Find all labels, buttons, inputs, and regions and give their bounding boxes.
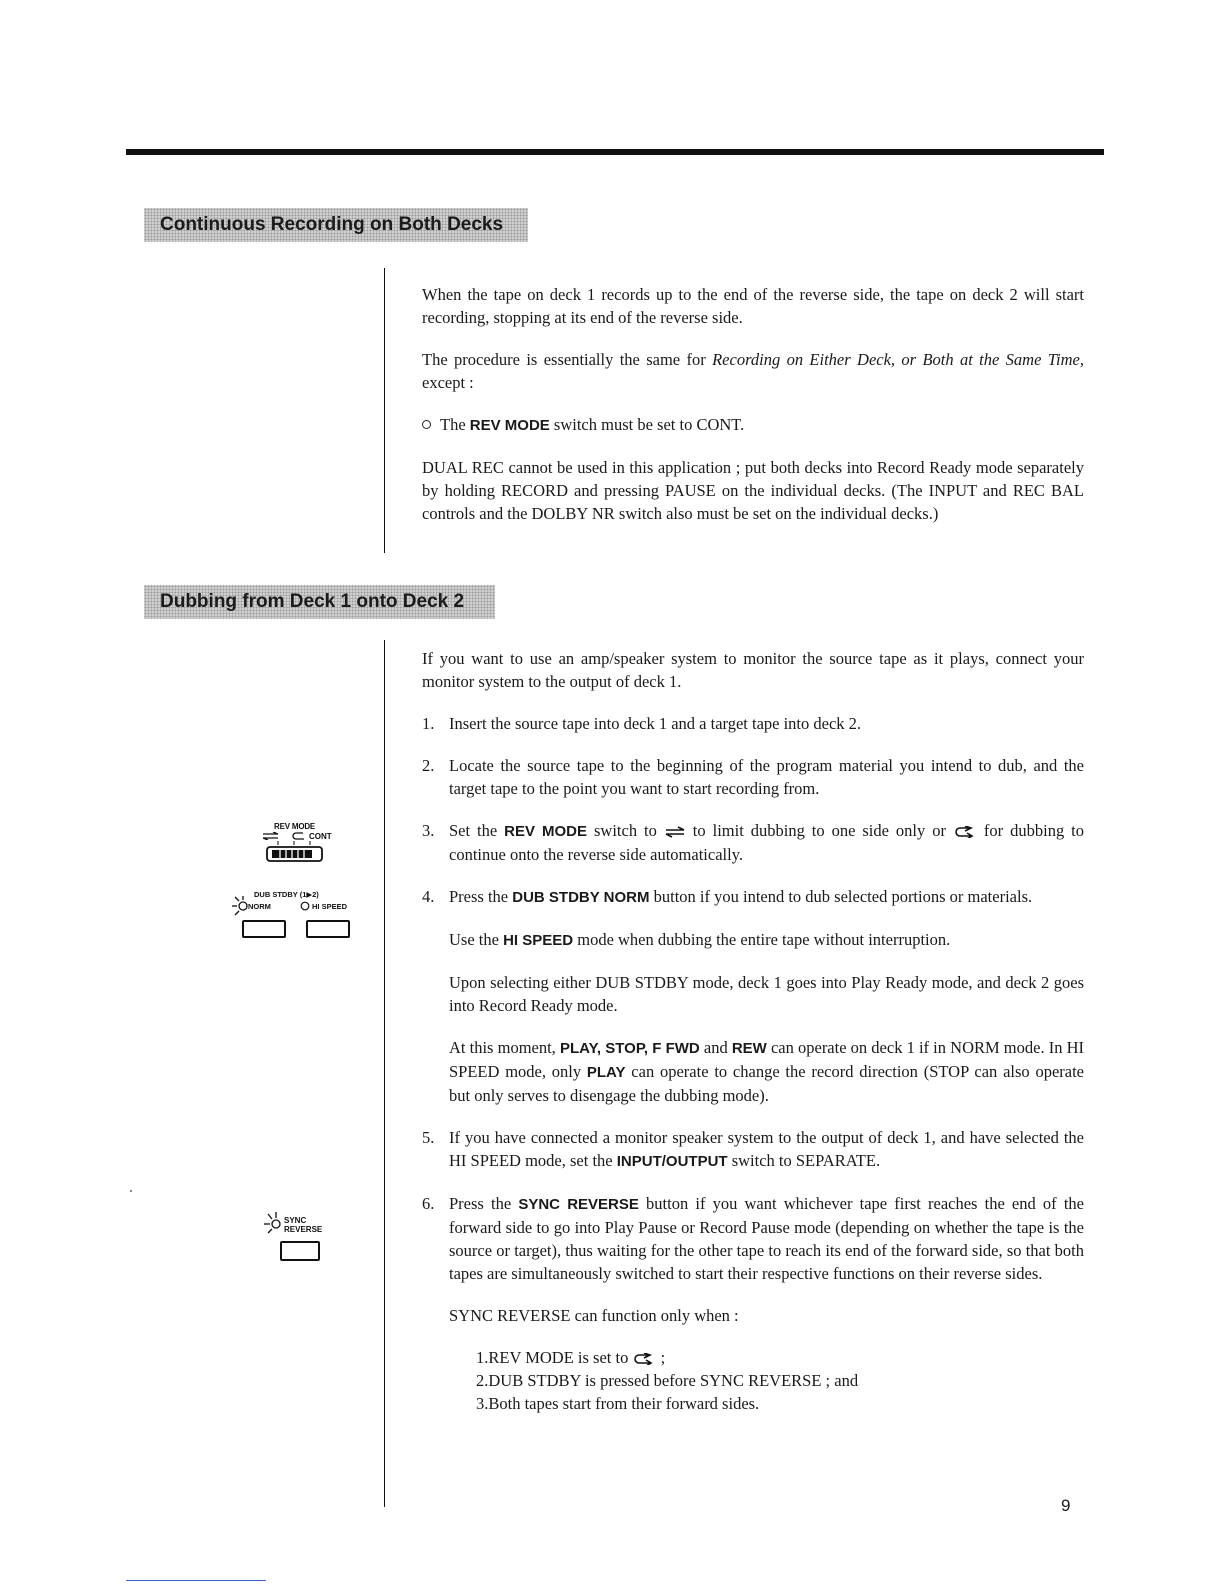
- bullet-item: [422, 413, 1084, 437]
- step-5: [422, 1126, 1084, 1173]
- step-4: [422, 885, 1084, 1107]
- text: Use the: [449, 930, 504, 949]
- continuous-loop-icon: [632, 1353, 656, 1365]
- hi-speed-button-icon: [306, 920, 350, 938]
- step-text: [449, 885, 1084, 909]
- led-lit-icon: [262, 1210, 286, 1234]
- control-name: SYNC REVERSE: [518, 1196, 639, 1213]
- conditions-list: [449, 1346, 1084, 1415]
- text: Press the: [449, 1194, 519, 1213]
- control-name: REV MODE: [469, 417, 550, 434]
- scan-speck: [130, 1190, 132, 1192]
- step-text: [449, 1036, 1084, 1107]
- column-divider: [384, 640, 385, 1507]
- step-number: 5.: [422, 1128, 435, 1147]
- paragraph: When the tape on deck 1 records up to the end of the reverse side, the tape on deck 2 will start recording, stopping at its end of the reverse side.: [422, 285, 1084, 327]
- continuous-recording-body: [422, 283, 1084, 525]
- text: 1.REV MODE is set to: [476, 1348, 633, 1367]
- text: except :: [422, 373, 474, 392]
- text: switch must be set to CONT.: [549, 415, 745, 434]
- step-text: Upon selecting either DUB STDBY mode, deck 1 goes into Play Ready mode, and deck 2 goes into Record Ready mode.: [449, 973, 1084, 1015]
- step-number: 3.: [422, 821, 435, 840]
- one-way-arrows-icon: [262, 832, 280, 840]
- text: for dubbing to continue onto the reverse side automatically.: [449, 821, 1084, 864]
- step-number: 4.: [422, 887, 435, 906]
- text: ;: [656, 1348, 666, 1367]
- top-rule: [126, 149, 1104, 155]
- text: mode when dubbing the entire tape without interruption.: [573, 930, 951, 949]
- sync-reverse-button-diagram: [262, 1210, 342, 1262]
- norm-label: NORM: [248, 902, 271, 911]
- step-3: [422, 819, 1084, 866]
- reverse-label: REVERSE: [284, 1225, 323, 1234]
- step-number: 1.: [422, 714, 435, 733]
- step-text: Insert the source tape into deck 1 and a target tape into deck 2.: [449, 714, 862, 733]
- text: Press the: [449, 887, 513, 906]
- page-number: 9: [1061, 1496, 1071, 1515]
- condition-item: 3.Both tapes start from their forward sides.: [476, 1394, 760, 1413]
- column-divider: [384, 268, 385, 553]
- text: If you have connected a monitor speaker system to the output of deck 1, and have selected the HI SPEED mode, set the: [449, 1128, 1084, 1170]
- hi-speed-label: HI SPEED: [312, 902, 348, 911]
- reference-title: Recording on Either Deck, or Both at the Same Time,: [712, 350, 1084, 369]
- text: The procedure is essentially the same for: [422, 350, 713, 369]
- text: Set the: [449, 821, 505, 840]
- step-text: [449, 928, 1084, 952]
- control-name: PLAY: [586, 1064, 626, 1081]
- dub-stdby-buttons-diagram: [230, 890, 360, 950]
- step-text: [449, 819, 1084, 866]
- rev-mode-switch-diagram: [262, 822, 352, 866]
- footer-rule: [126, 1580, 266, 1581]
- control-name: HI SPEED: [503, 932, 574, 949]
- text: At this moment,: [449, 1038, 560, 1057]
- step-2: [422, 754, 1084, 800]
- norm-button-icon: [242, 920, 286, 938]
- led-off-icon: [300, 901, 310, 911]
- paragraph: If you want to use an amp/speaker system to monitor the source tape as it plays, connect your monitor system to the output of deck 1.: [422, 649, 1084, 691]
- condition-item: [476, 1346, 1084, 1369]
- sync-reverse-button-icon: [280, 1241, 320, 1261]
- text: can operate to change the record direction (STOP can also operate but only serves to disengage the dubbing mode).: [449, 1062, 1084, 1105]
- step-1: [422, 712, 1084, 735]
- text: button if you want whichever tape first reaches the end of the forward side to go into Play Pause or Record Pause mode (depending on whether the tape is the source or target), thus waiting for the other tape to reach its end of the forward side, so that both tapes are simultaneously switched to start their respective functions on their reverse sides.: [449, 1194, 1084, 1283]
- cont-label: CONT: [309, 832, 332, 841]
- step-number: 2.: [422, 756, 435, 775]
- slide-switch-icon: [266, 841, 326, 863]
- control-name: REW: [731, 1040, 767, 1057]
- dub-stdby-label: DUB STDBY (1▶2): [254, 890, 319, 899]
- dubbing-body: [422, 647, 1084, 1434]
- control-name: PLAY, STOP, F FWD: [559, 1040, 700, 1057]
- text: switch to: [587, 821, 664, 840]
- rev-mode-label: REV MODE: [274, 822, 316, 831]
- control-name: DUB STDBY NORM: [512, 889, 650, 906]
- step-text: [449, 1126, 1084, 1173]
- continuous-loop-icon: [291, 832, 307, 840]
- text: to limit dubbing to one side only or: [685, 821, 953, 840]
- step-text: SYNC REVERSE can function only when :: [449, 1306, 739, 1325]
- paragraph: DUAL REC cannot be used in this application ; put both decks into Record Ready mode separately by holding RECORD and pressing PAUSE on the individual decks. (The INPUT and REC BAL controls and the DOLBY NR switch also must be set on the individual decks.): [422, 458, 1084, 523]
- step-text: [449, 1192, 1084, 1285]
- section-heading-dubbing: Dubbing from Deck 1 onto Deck 2: [144, 585, 495, 619]
- section-heading-continuous-recording: Continuous Recording on Both Decks: [144, 208, 528, 242]
- one-way-arrows-icon: [664, 826, 686, 838]
- continuous-loop-icon: [953, 826, 977, 838]
- sync-label: SYNC: [284, 1216, 307, 1225]
- step-number: 6.: [422, 1194, 435, 1213]
- paragraph: [422, 348, 1084, 394]
- text: can operate on deck 1 if in NORM mode. In HI SPEED mode, only: [449, 1038, 1084, 1081]
- text: switch to SEPARATE.: [727, 1151, 881, 1170]
- control-name: REV MODE: [504, 823, 588, 840]
- text: and: [699, 1038, 732, 1057]
- step-6: [422, 1192, 1084, 1415]
- circle-bullet-icon: [422, 420, 431, 429]
- text: button if you intend to dub selected portions or materials.: [649, 887, 1033, 906]
- step-text: Locate the source tape to the beginning of the program material you intend to dub, and the target tape to the point you want to start recording from.: [449, 756, 1084, 798]
- text: The: [440, 415, 470, 434]
- condition-item: 2.DUB STDBY is pressed before SYNC REVERSE ; and: [476, 1371, 859, 1390]
- control-name: INPUT/OUTPUT: [616, 1153, 728, 1170]
